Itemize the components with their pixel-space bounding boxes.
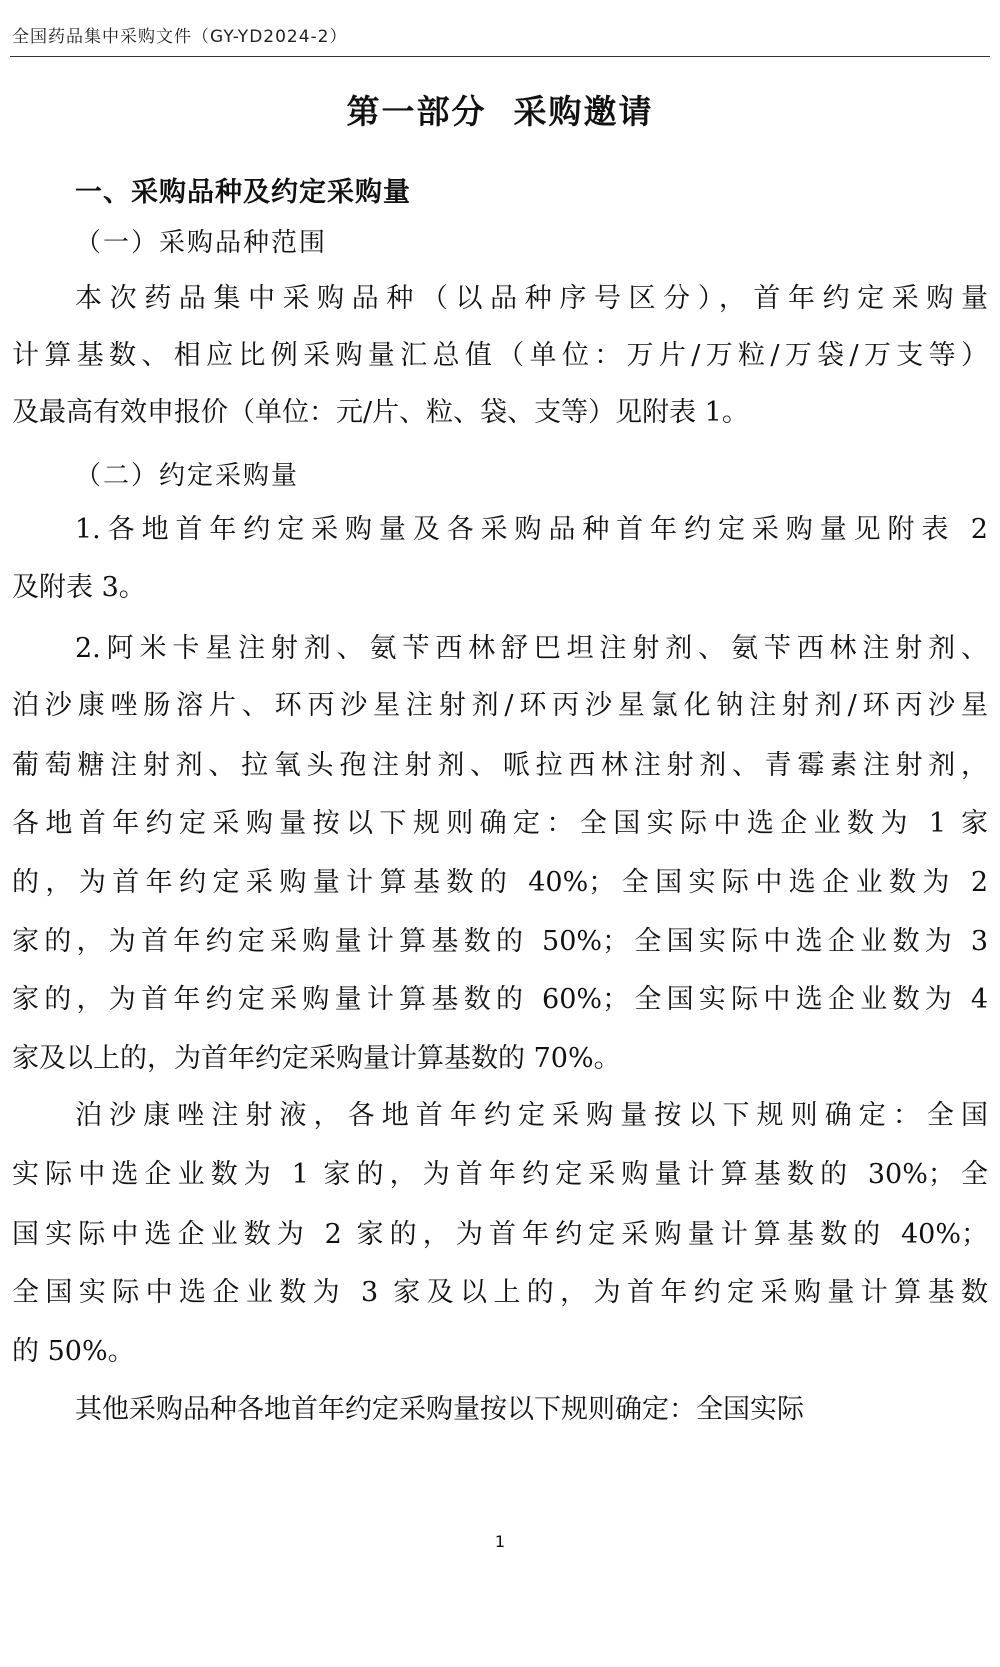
subsection-heading: （二）约定采购量: [75, 461, 300, 491]
paragraph-line: 实际中选企业数为 1 家的，为首年约定采购量计算基数的 30%；全: [12, 1159, 988, 1190]
header-divider: [10, 56, 990, 57]
paragraph-line: 计算基数、相应比例采购量汇总值（单位：万片/万粒/万袋/万支等）: [12, 340, 988, 371]
page-number: 1: [494, 1532, 506, 1551]
paragraph-line: 的，为首年约定采购量计算基数的 40%；全国实际中选企业数为 2: [12, 867, 988, 898]
paragraph-line: 及附表 3。: [12, 572, 146, 603]
paragraph-line: 其他采购品种各地首年约定采购量按以下规则确定：全国实际: [75, 1394, 804, 1425]
paragraph-line: 家及以上的，为首年约定采购量计算基数的 70%。: [12, 1043, 621, 1074]
paragraph-line: 家的，为首年约定采购量计算基数的 50%；全国实际中选企业数为 3: [12, 926, 988, 957]
subsection-heading: （一）采购品种范围: [75, 228, 328, 258]
paragraph-line: 的 50%。: [12, 1336, 135, 1367]
paragraph-line: 各地首年约定采购量按以下规则确定：全国实际中选企业数为 1 家: [12, 808, 988, 839]
paragraph-line: 及最高有效申报价（单位：元/片、粒、袋、支等）见附表 1。: [12, 397, 749, 428]
paragraph-line: 2.阿米卡星注射剂、氨苄西林舒巴坦注射剂、氨苄西林注射剂、: [75, 633, 988, 664]
section-heading: 一、采购品种及约定采购量: [75, 177, 411, 208]
paragraph-line: 1.各地首年约定采购量及各采购品种首年约定采购量见附表 2: [75, 514, 988, 545]
paragraph-line: 泊沙康唑肠溶片、环丙沙星注射剂/环丙沙星氯化钠注射剂/环丙沙星: [12, 690, 988, 721]
paragraph-line: 全国实际中选企业数为 3 家及以上的，为首年约定采购量计算基数: [12, 1277, 988, 1308]
paragraph-line: 家的，为首年约定采购量计算基数的 60%；全国实际中选企业数为 4: [12, 984, 988, 1015]
paragraph-line: 葡萄糖注射剂、拉氧头孢注射剂、哌拉西林注射剂、青霉素注射剂，: [12, 750, 988, 781]
paragraph-line: 国实际中选企业数为 2 家的，为首年约定采购量计算基数的 40%；: [12, 1219, 988, 1250]
running-header: 全国药品集中采购文件（GY-YD2024-2）: [12, 27, 348, 47]
part-title: 第一部分 采购邀请: [346, 92, 654, 131]
paragraph-line: 泊沙康唑注射液，各地首年约定采购量按以下规则确定：全国: [75, 1100, 988, 1131]
paragraph-line: 本次药品集中采购品种（以品种序号区分），首年约定采购量: [75, 283, 988, 314]
